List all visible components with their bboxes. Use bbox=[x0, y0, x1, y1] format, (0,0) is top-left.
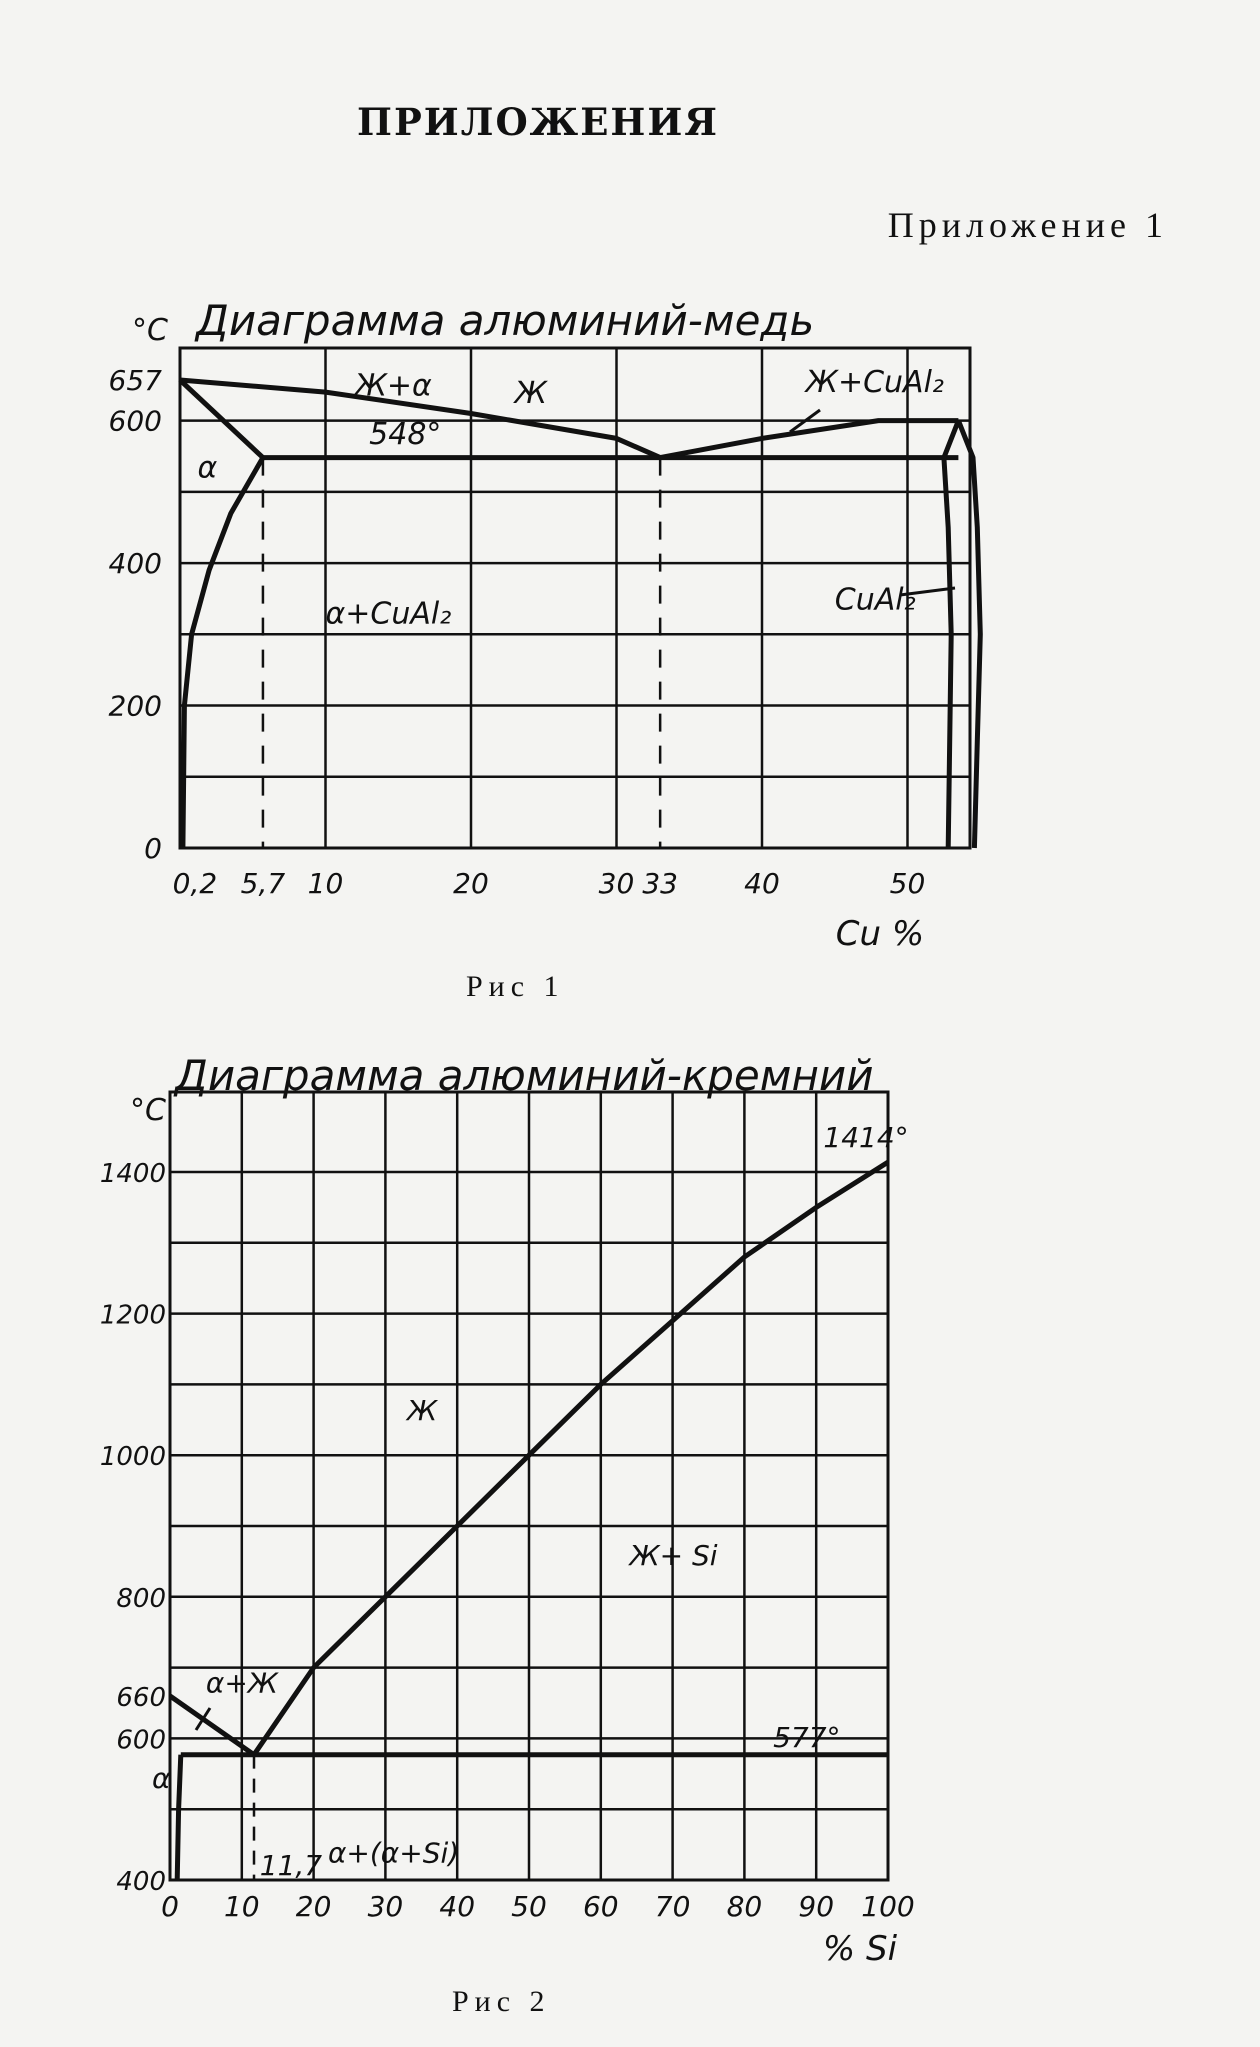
page-heading: ПРИЛОЖЕНИЯ bbox=[357, 100, 719, 144]
x-tick-label: 80 bbox=[726, 1890, 763, 1923]
x-tick-label: 20 bbox=[295, 1890, 332, 1923]
x-tick-label: 40 bbox=[439, 1890, 476, 1923]
y-tick-label: 600 bbox=[116, 1725, 166, 1756]
y-tick-label: 1400 bbox=[99, 1159, 166, 1189]
region-label: α+CuAl₂ bbox=[325, 596, 452, 632]
x-axis-label: % Si bbox=[822, 1929, 898, 1969]
phase-boundary-2 bbox=[660, 421, 958, 458]
x-tick-label: 90 bbox=[798, 1890, 835, 1923]
region-label: Ж+α bbox=[354, 368, 432, 404]
x-tick-label: 30 bbox=[367, 1890, 404, 1923]
region-label: Ж+ Si bbox=[629, 1538, 718, 1572]
region-label: Ж bbox=[406, 1393, 438, 1427]
region-label: 548° bbox=[369, 417, 442, 453]
chart-title: Диаграмма алюминий-кремний bbox=[175, 1051, 874, 1100]
y-tick-label: 800 bbox=[116, 1583, 166, 1614]
x-tick-label: 40 bbox=[744, 867, 780, 900]
region-label: 11,7 bbox=[259, 1849, 323, 1883]
region-label: α bbox=[197, 450, 218, 486]
y-tick-label: 1200 bbox=[99, 1300, 166, 1331]
y-tick-label: 660 bbox=[116, 1682, 166, 1713]
region-label: α+Ж bbox=[205, 1666, 278, 1700]
region-label: 1414° bbox=[823, 1121, 909, 1155]
phase-boundary-0 bbox=[180, 380, 263, 458]
y-tick-label: 400 bbox=[108, 547, 162, 581]
region-label: α bbox=[152, 1761, 171, 1795]
phase-boundary-1 bbox=[254, 1162, 888, 1755]
x-tick-label: 0 bbox=[161, 1890, 179, 1923]
plot-frame bbox=[170, 1092, 888, 1883]
x-tick-label: 100 bbox=[861, 1890, 915, 1923]
region-label: CuAl₂ bbox=[834, 582, 916, 618]
y-tick-label: 1000 bbox=[99, 1442, 166, 1473]
x-tick-label: 10 bbox=[307, 867, 344, 900]
y-unit-label: °C bbox=[132, 313, 168, 348]
x-tick-label: 10 bbox=[223, 1890, 260, 1923]
x-tick-label: 30 bbox=[598, 867, 635, 900]
x-tick-label: 50 bbox=[511, 1890, 547, 1923]
x-tick-label: 60 bbox=[582, 1890, 619, 1923]
x-tick-label: 20 bbox=[453, 867, 489, 900]
y-tick-label: 200 bbox=[108, 689, 162, 723]
phase-boundary-0 bbox=[170, 1696, 254, 1755]
x-tick-label: 70 bbox=[654, 1890, 691, 1923]
y-unit-label: °C bbox=[130, 1093, 166, 1128]
leader-line bbox=[196, 1708, 210, 1730]
y-tick-label: 0 bbox=[144, 832, 162, 865]
y-tick-label: 600 bbox=[108, 404, 162, 438]
x-tick-label: 5,7 bbox=[240, 867, 286, 900]
region-label: α+(α+Si) bbox=[327, 1836, 460, 1870]
x-tick-label: 50 bbox=[889, 867, 926, 900]
phase-boundary-4 bbox=[183, 458, 263, 848]
region-label: 577° bbox=[773, 1720, 841, 1754]
x-tick-label: 0,2 bbox=[172, 867, 218, 900]
y-tick-label: 400 bbox=[116, 1867, 166, 1897]
appendix-label: Приложение 1 bbox=[887, 205, 1168, 245]
x-axis-label: Cu % bbox=[835, 914, 925, 954]
region-label: Ж bbox=[514, 375, 547, 411]
figure-2-caption: Рис 2 bbox=[452, 1985, 551, 2018]
region-label: Ж+CuAl₂ bbox=[805, 365, 944, 401]
figure-1-caption: Рис 1 bbox=[466, 970, 565, 1003]
x-tick-label: 33 bbox=[642, 867, 678, 900]
phase-boundary-3 bbox=[177, 1755, 181, 1880]
y-tick-label: 657 bbox=[108, 364, 162, 397]
chart-title: Диаграмма алюминий-медь bbox=[196, 296, 815, 345]
